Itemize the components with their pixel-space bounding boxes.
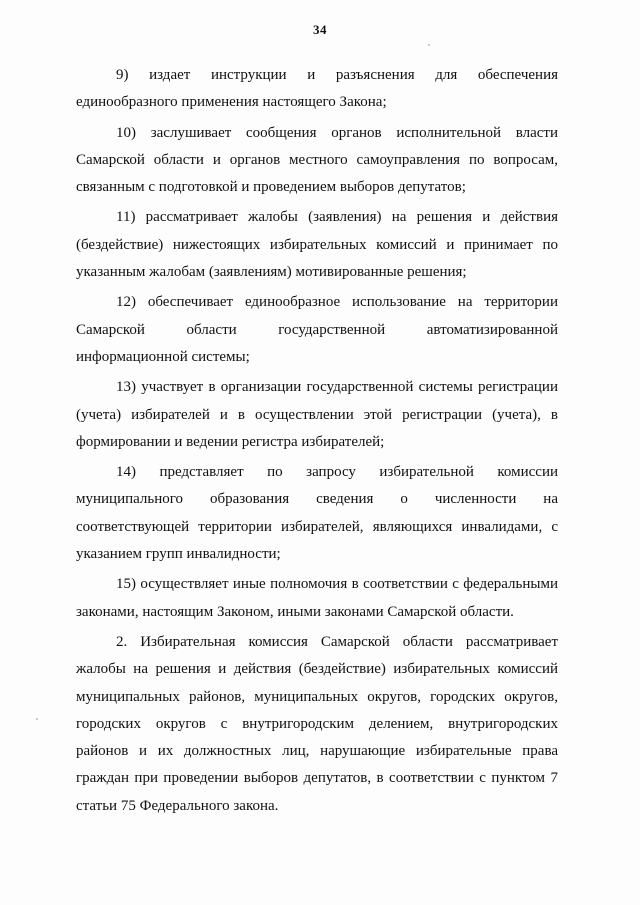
paragraph-item-11: 11) рассматривает жалобы (заявления) на решения и действия (бездействие) нижестоящих избирательных комиссий и принимает по указанным жалобам (заявлениям) мотивированные решения;: [76, 209, 558, 281]
paragraph-item-13: 13) участвует в организации государственной системы регистрации (учета) избирателей и в осуществлении этой регистрации (учета), в формировании и ведении регистра избирателей;: [76, 379, 558, 450]
page-number: 34: [313, 22, 327, 37]
paragraph-item-9: 9) издает инструкции и разъяснения для обеспечения единообразного применения настоящего Закона;: [76, 67, 558, 111]
page-content: [76, 62, 558, 823]
paragraph-item-10: 10) заслушивает сообщения органов исполнительной власти Самарской области и органов местного самоуправления по вопросам, связанным с подготовкой и проведением выборов депутатов;: [76, 124, 558, 196]
paragraph-item-14: 14) представляет по запросу избирательной комиссии муниципального образования сведения о численности на соответствующей территории избирателей, являющихся инвалидами, с указанием групп инвалидности;: [76, 464, 558, 563]
paragraph-item-12: 12) обеспечивает единообразное использование на территории Самарской области государственной автоматизированной информационной системы;: [76, 294, 558, 365]
paragraph-item-15: 15) осуществляет иные полномочия в соответствии с федеральными законами, настоящим Законом, иными законами Самарской области.: [76, 576, 558, 620]
scan-speck: [36, 718, 38, 720]
paragraph-section-2: 2. Избирательная комиссия Самарской области рассматривает жалобы на решения и действия (бездействие) избирательных комиссий муниципальных районов, муниципальных округов, городских округов, городских округов с внутригородским делением, внутригородских районов и их должностных лиц, нарушающие избирательные права граждан при проведении выборов депутатов, в соответствии с пунктом 7 статьи 75 Федерального закона.: [76, 633, 558, 814]
scan-speck: [428, 44, 430, 46]
